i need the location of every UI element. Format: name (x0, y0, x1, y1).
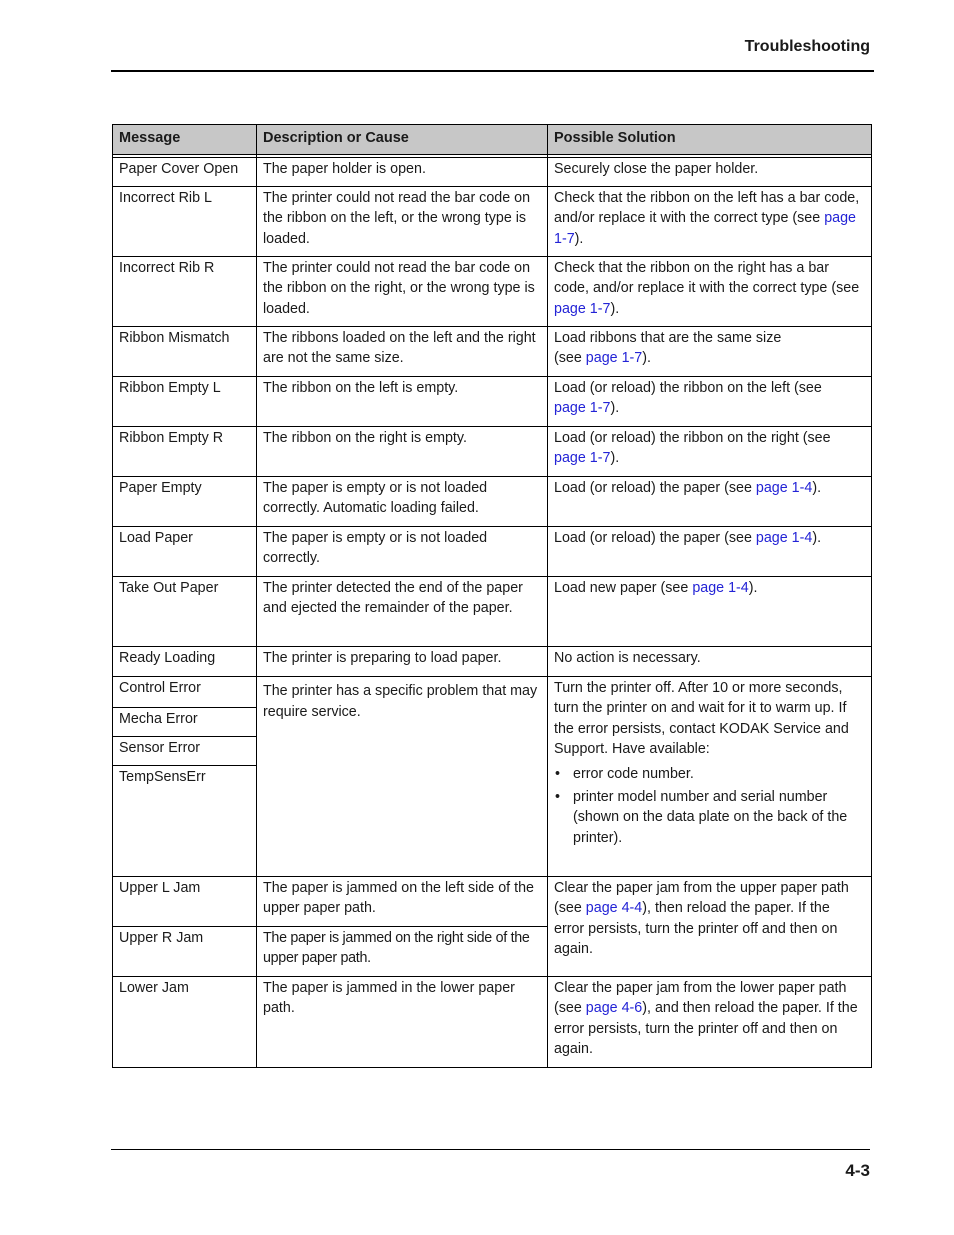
table-row (113, 477, 871, 527)
message-cell: Lower Jam (119, 980, 189, 996)
description-cell: The ribbon on the right is empty. (256, 427, 547, 476)
description-cell: The paper is jammed on the right side of the upper paper path. (256, 926, 547, 976)
page-link[interactable]: page 1-4 (692, 580, 749, 596)
description-cell: The paper is jammed in the lower paper path. (256, 977, 547, 1067)
page-link[interactable]: page 1-7 (554, 450, 611, 467)
page-number: 4-3 (845, 1161, 870, 1180)
page-link[interactable]: page 1-7 (554, 210, 856, 247)
page-link[interactable]: page 1-7 (554, 400, 611, 417)
solution-cell: Load (or reload) the paper (see page 1-4). (547, 527, 871, 576)
description-cell: The printer is preparing to load paper. (256, 647, 547, 676)
description-cell: The printer detected the end of the paper and ejected the remainder of the paper. (256, 577, 547, 646)
message-cell: Take Out Paper (119, 580, 219, 596)
message-cell: Ribbon Empty R (119, 430, 224, 446)
message-cell: Incorrect Rib R (119, 260, 215, 276)
solution-cell: No action is necessary. (547, 647, 871, 676)
message-cell: Upper R Jam (113, 926, 256, 976)
message-cell: TempSensErr (113, 765, 256, 795)
message-cell: Paper Cover Open (119, 161, 239, 177)
footer-rule (111, 1149, 870, 1150)
message-cell: Ribbon Empty L (119, 380, 221, 396)
solution-cell: Load (or reload) the ribbon on the left (see page 1-7). (547, 377, 871, 426)
solution-cell (547, 677, 871, 876)
table-row (113, 187, 871, 257)
solution-cell: Load (or reload) the ribbon on the right (see page 1-7). (547, 427, 871, 476)
page-link[interactable]: page 1-7 (585, 350, 643, 367)
description-cell: The ribbon on the left is empty. (256, 377, 547, 426)
solution-cell: Load new paper (see page 1-4). (547, 577, 871, 646)
page-link[interactable]: page 1-7 (554, 300, 611, 317)
message-cell: Control Error (119, 680, 201, 696)
table-row (113, 377, 871, 427)
page-link[interactable]: page 1-4 (755, 530, 813, 546)
solution-cell: Clear the paper jam from the upper paper path (see page 4-4), then reload the paper. If the error persists, turn the printer off and then on again. (547, 877, 871, 976)
description-cell: The paper is empty or is not loaded correctly. Automatic loading failed. (256, 477, 547, 526)
solution-cell: Check that the ribbon on the left has a bar code, and/or replace it with the correct type (see page 1-7). (547, 187, 871, 256)
solution-cell: Clear the paper jam from the lower paper path (see page 4-6), and then reload the paper. If the error persists, turn the printer off and then on again. (547, 977, 871, 1067)
description-cell: The paper holder is open. (256, 158, 547, 186)
table-row (113, 327, 871, 377)
table-row-jam-group (113, 877, 871, 977)
troubleshooting-table (112, 124, 872, 1068)
message-cell: Upper L Jam (119, 880, 201, 896)
solution-cell: Load ribbons that are the same size (see page 1-7). (547, 327, 871, 376)
solution-cell: Load (or reload) the paper (see page 1-4). (547, 477, 871, 526)
description-cell: The printer could not read the bar code on the ribbon on the left, or the wrong type is loaded. (256, 187, 547, 256)
table-row (113, 158, 871, 187)
table-row (113, 257, 871, 327)
table-row (113, 977, 871, 1068)
description-cell: The printer has a specific problem that may require service. (256, 677, 547, 876)
list-item: • printer model number and serial number (shown on the data plate on the back of the printer). (554, 787, 863, 848)
table-row (113, 647, 871, 677)
table-header (113, 125, 871, 155)
solution-cell: Check that the ribbon on the right has a bar code, and/or replace it with the correct type (see page 1-7). (547, 257, 871, 326)
message-cell: Load Paper (119, 530, 193, 546)
page-header-title: Troubleshooting (744, 38, 870, 55)
table-row-error-group (113, 677, 871, 877)
page-link[interactable]: page 4-4 (585, 900, 643, 917)
description-cell: The paper is empty or is not loaded correctly. (256, 527, 547, 576)
column-header-message: Message (119, 130, 181, 146)
message-cell: Sensor Error (113, 736, 256, 765)
table-row (113, 527, 871, 577)
table-row (113, 427, 871, 477)
message-cell: Ready Loading (119, 650, 216, 666)
description-cell: The paper is jammed on the left side of the upper paper path. (256, 877, 547, 926)
list-item: • error code number. (554, 764, 863, 784)
page-link[interactable]: page 1-4 (755, 480, 813, 496)
page-link[interactable]: page 4-6 (585, 1000, 643, 1017)
message-cell: Ribbon Mismatch (119, 330, 230, 346)
message-cell: Paper Empty (119, 480, 202, 496)
message-cell: Incorrect Rib L (119, 190, 212, 206)
description-cell: The ribbons loaded on the left and the right are not the same size. (256, 327, 547, 376)
solution-cell: Securely close the paper holder. (547, 158, 871, 186)
table-row (113, 577, 871, 647)
solution-text: Turn the printer off. After 10 or more seconds, turn the printer on and wait for it to warm up. If the error persists, contact KODAK Service and Support. Have available: (554, 680, 849, 758)
column-header-solution: Possible Solution (547, 125, 871, 154)
header-rule (111, 70, 874, 72)
column-header-description: Description or Cause (256, 125, 554, 154)
availability-list (554, 764, 863, 849)
description-cell: The printer could not read the bar code on the ribbon on the right, or the wrong type is loaded. (256, 257, 547, 326)
message-cell: Mecha Error (113, 707, 256, 736)
